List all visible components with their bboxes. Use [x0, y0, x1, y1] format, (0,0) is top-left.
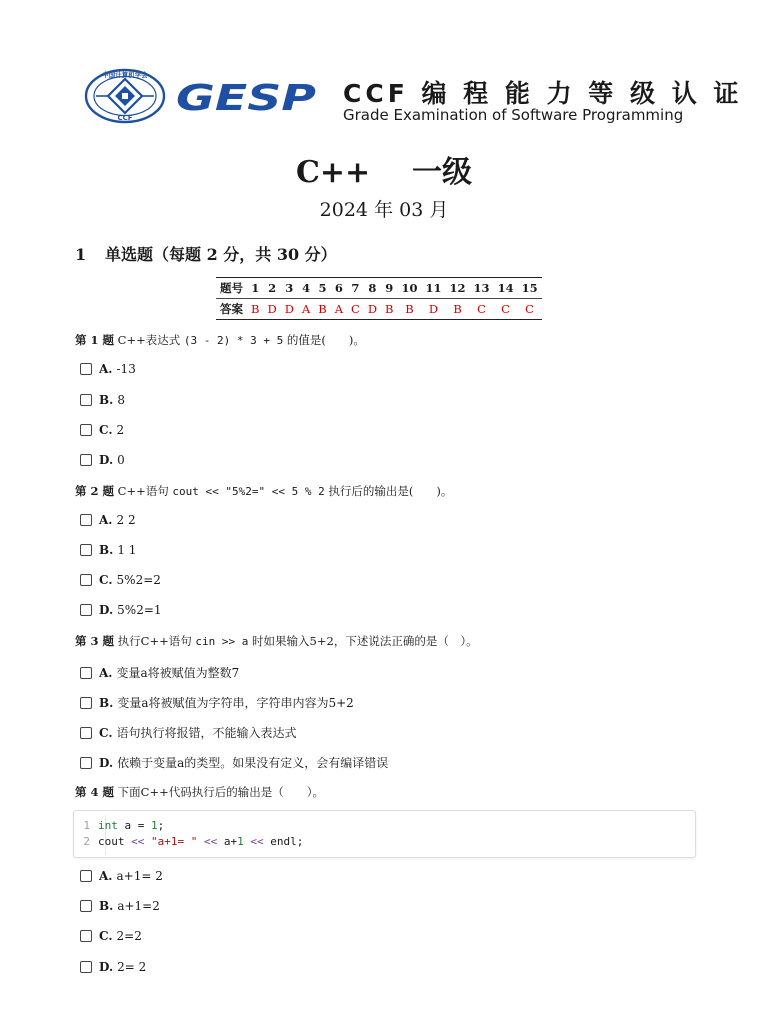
option-text: 1 1: [117, 543, 137, 557]
option-text: a+1=2: [117, 899, 160, 913]
certification-title: CCF 编 程 能 力 等 级 认 证: [343, 79, 743, 108]
option-text: 5%2=1: [117, 603, 162, 617]
answer-cell: D: [267, 302, 277, 316]
question-number-cell: 7: [347, 278, 364, 299]
question-text: C++表达式: [117, 333, 181, 347]
question-number-cell: 15: [518, 278, 542, 299]
option-letter: D.: [99, 603, 114, 617]
answer-cell: D: [428, 302, 439, 316]
option-letter: C.: [99, 423, 113, 437]
option-letter: C.: [99, 573, 113, 587]
question-label: 第 2 题: [75, 484, 115, 498]
q4-option-c[interactable]: [80, 929, 142, 943]
q1-option-a[interactable]: [80, 362, 136, 376]
option-letter: A.: [99, 869, 113, 883]
code-line-1: [74, 817, 164, 833]
checkbox[interactable]: [80, 757, 92, 769]
question-number-label: 题号: [216, 278, 247, 299]
option-letter: D.: [99, 755, 114, 770]
question-number-cell: 11: [422, 278, 446, 299]
q3-option-c[interactable]: [80, 724, 297, 741]
question-label: 第 4 题: [75, 785, 115, 799]
answer-cell: C: [525, 302, 534, 316]
checkbox[interactable]: [80, 697, 92, 709]
option-letter: D.: [99, 960, 114, 974]
option-letter: A.: [99, 362, 113, 376]
q4-option-a[interactable]: [80, 869, 163, 883]
option-letter: B.: [99, 393, 114, 407]
option-text: 0: [117, 453, 125, 467]
ccf-seal-logo: [84, 68, 166, 124]
document-date: 2024 年 03 月: [319, 199, 449, 221]
question-number-cell: 5: [314, 278, 330, 299]
checkbox[interactable]: [80, 454, 92, 466]
answer-cell: C: [477, 302, 486, 316]
gesp-logo: [176, 74, 318, 118]
question-1-stem: [75, 332, 365, 348]
code-text: ;: [157, 818, 165, 832]
option-text: 2 2: [116, 513, 136, 527]
checkbox[interactable]: [80, 514, 92, 526]
option-text: 语句执行将报错，不能输入表达式: [116, 726, 297, 740]
question-text-end: 执行后的输出是( )。: [328, 484, 453, 498]
certification-subtitle: Grade Examination of Software Programming: [343, 106, 684, 124]
code-operator: <<: [243, 834, 264, 848]
answer-cell: C: [501, 302, 510, 316]
question-4-stem: [75, 784, 324, 800]
q3-option-d[interactable]: [80, 754, 388, 771]
option-letter: C.: [99, 929, 113, 943]
question-3-stem: [75, 633, 478, 649]
question-label: 第 3 题: [75, 634, 115, 648]
question-number-cell: 1: [247, 278, 263, 299]
option-letter: B.: [99, 543, 114, 557]
code-string: "a+1= ": [144, 834, 204, 848]
question-number-cell: 6: [331, 278, 347, 299]
code-text: a+: [217, 834, 238, 848]
option-letter: A.: [99, 513, 113, 527]
question-label: 第 1 题: [75, 333, 115, 347]
q1-option-d[interactable]: [80, 453, 125, 467]
option-text: -13: [116, 362, 136, 376]
option-text: 2: [116, 423, 125, 437]
option-text: 依赖于变量a的类型。如果没有定义，会有编译错误: [117, 756, 389, 770]
answer-cell: B: [385, 302, 394, 316]
inline-code: cout << "5%2=" << 5 % 2: [172, 485, 325, 498]
question-text: 执行C++语句: [117, 634, 192, 648]
code-text: endl;: [263, 834, 304, 848]
answer-label: 答案: [220, 302, 243, 316]
question-number-cell: 13: [470, 278, 494, 299]
line-number: 2: [83, 834, 90, 848]
seal-bottom-text: CCF: [117, 114, 133, 122]
answer-cell: B: [251, 302, 260, 316]
answer-cell: B: [318, 302, 327, 316]
checkbox[interactable]: [80, 900, 92, 912]
answer-cell: D: [367, 302, 378, 316]
question-text: 下面C++代码执行后的输出是（ ）。: [117, 785, 324, 799]
checkbox[interactable]: [80, 394, 92, 406]
gesp-logo-text: GESP: [176, 78, 316, 118]
q4-option-d[interactable]: [80, 960, 146, 974]
answer-table-answer-row: [216, 299, 542, 320]
checkbox[interactable]: [80, 930, 92, 942]
option-letter: C.: [99, 725, 113, 740]
q2-option-d[interactable]: [80, 603, 162, 617]
option-letter: A.: [99, 665, 113, 680]
option-letter: B.: [99, 695, 114, 710]
checkbox[interactable]: [80, 870, 92, 882]
section-heading: [75, 242, 337, 265]
question-number-cell: 14: [494, 278, 518, 299]
q4-option-b[interactable]: [80, 899, 160, 913]
code-line-2: [74, 833, 303, 849]
q1-option-c[interactable]: [80, 423, 124, 437]
question-text: C++语句: [117, 484, 169, 498]
question-number-cell: 10: [398, 278, 422, 299]
question-number-cell: 3: [281, 278, 298, 299]
option-text: 变量a将被赋值为字符串，字符串内容为5+2: [117, 696, 354, 710]
checkbox[interactable]: [80, 424, 92, 436]
answer-cell: A: [301, 302, 311, 316]
inline-code: cin >> a: [195, 635, 249, 648]
option-text: 8: [117, 393, 125, 407]
answer-cell: A: [334, 302, 343, 316]
exam-header: [84, 68, 743, 128]
q3-option-b[interactable]: [80, 694, 354, 711]
question-number-cell: 8: [364, 278, 381, 299]
code-number: 1: [151, 818, 158, 832]
question-text-end: 的值是( )。: [286, 333, 365, 347]
code-text: cout: [98, 834, 132, 848]
section-number: 1: [75, 245, 87, 264]
answer-cell: C: [351, 302, 360, 316]
seal-top-text: 中国计算机学会: [102, 71, 148, 79]
question-number-cell: 4: [298, 278, 314, 299]
option-text: a+1= 2: [116, 869, 163, 883]
document-title: C++ 一级: [296, 155, 472, 190]
checkbox[interactable]: [80, 667, 92, 679]
q2-option-c[interactable]: [80, 573, 161, 587]
code-keyword: int: [98, 818, 118, 832]
code-text: a =: [117, 818, 151, 832]
question-number-cell: 9: [381, 278, 397, 299]
q2-option-b[interactable]: [80, 543, 136, 557]
line-number: 1: [83, 818, 90, 832]
question-number-cell: 12: [446, 278, 470, 299]
question-text-end: 时如果输入5+2，下述说法正确的是（ ）。: [252, 634, 478, 648]
question-number-cell: 2: [263, 278, 280, 299]
code-operator: <<: [131, 834, 145, 848]
option-text: 2=2: [116, 929, 142, 943]
q2-option-a[interactable]: [80, 513, 136, 527]
q3-option-a[interactable]: [80, 664, 239, 681]
checkbox[interactable]: [80, 727, 92, 739]
section-title: 单选题（每题 2 分，共 30 分）: [105, 245, 337, 264]
answer-cell: D: [284, 302, 294, 316]
checkbox[interactable]: [80, 574, 92, 586]
code-number: 1: [237, 834, 244, 848]
checkbox[interactable]: [80, 544, 92, 556]
option-text: 5%2=2: [116, 573, 161, 587]
option-text: 变量a将被赋值为整数7: [116, 666, 240, 680]
code-operator: <<: [203, 834, 218, 848]
checkbox[interactable]: [80, 363, 92, 375]
option-letter: B.: [99, 899, 114, 913]
checkbox[interactable]: [80, 961, 92, 973]
answer-cell: B: [405, 302, 414, 316]
inline-code: (3 - 2) * 3 + 5: [183, 334, 284, 347]
option-text: 2= 2: [117, 960, 147, 974]
code-block: [73, 810, 696, 858]
answer-cell: B: [453, 302, 462, 316]
answer-table-header-row: [216, 278, 542, 299]
option-letter: D.: [99, 453, 114, 467]
answer-key-table: [216, 277, 542, 320]
question-2-stem: [75, 483, 452, 499]
checkbox[interactable]: [80, 604, 92, 616]
q1-option-b[interactable]: [80, 393, 125, 407]
